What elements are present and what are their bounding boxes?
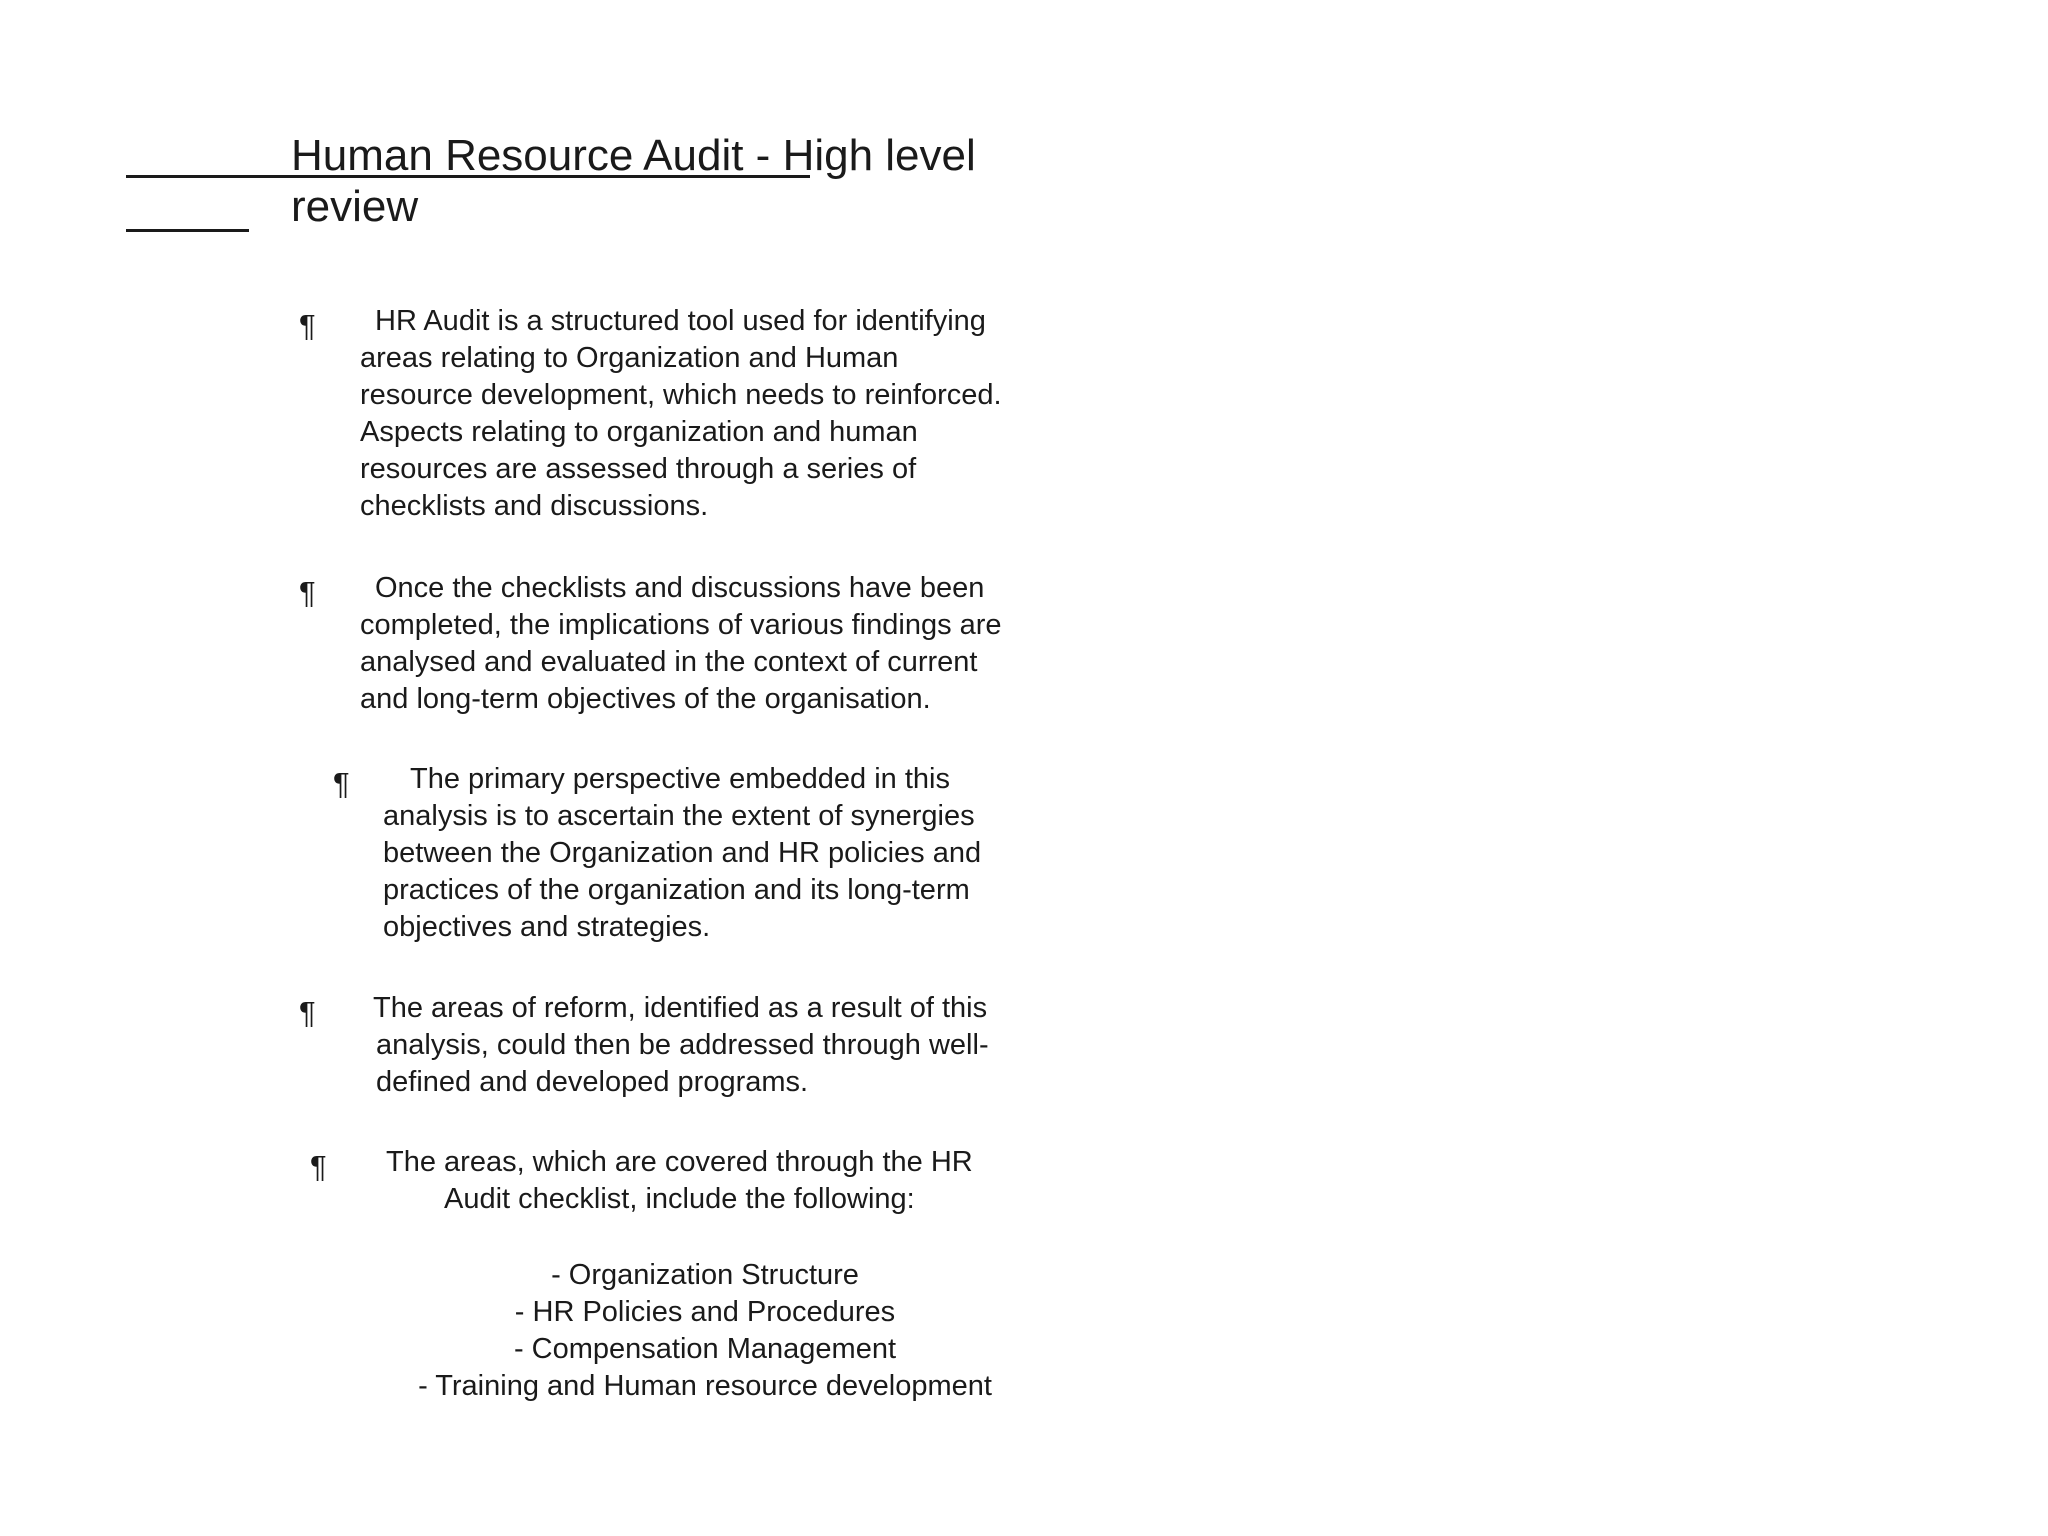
pilcrow-bullet-icon: ¶ bbox=[299, 308, 316, 343]
paragraph-covered-areas-intro bbox=[310, 1144, 980, 1218]
paragraph-line: defined and developed programs. bbox=[376, 1066, 809, 1098]
paragraph-line: The areas, which are covered through the HR bbox=[386, 1146, 973, 1178]
paragraph-primary-perspective bbox=[333, 761, 982, 946]
list-item: - HR Policies and Procedures bbox=[514, 1296, 896, 1328]
paragraph-line: checklists and discussions. bbox=[360, 490, 709, 522]
covered-areas-list bbox=[380, 1257, 1030, 1405]
list-item: - Organization Structure bbox=[551, 1259, 859, 1291]
paragraph-line: practices of the organization and its long-term bbox=[383, 874, 970, 906]
paragraph-line: The areas of reform, identified as a result of this bbox=[373, 992, 988, 1024]
paragraph-line: resources are assessed through a series of bbox=[360, 453, 917, 485]
paragraph-line: between the Organization and HR policies and bbox=[383, 837, 982, 869]
paragraph-line: areas relating to Organization and Human bbox=[360, 342, 899, 374]
document-title: Human Resource Audit - High level review bbox=[291, 131, 976, 231]
list-item: - Compensation Management bbox=[513, 1333, 897, 1365]
paragraph-line: objectives and strategies. bbox=[383, 911, 711, 943]
paragraph-line: Once the checklists and discussions have been bbox=[375, 572, 985, 604]
paragraph-line: HR Audit is a structured tool used for identifying bbox=[375, 305, 986, 337]
pilcrow-bullet-icon: ¶ bbox=[299, 995, 316, 1030]
list-item: - Training and Human resource development bbox=[418, 1370, 992, 1402]
paragraph-areas-of-reform bbox=[299, 990, 989, 1101]
paragraph-line: analysis is to ascertain the extent of synergies bbox=[383, 800, 975, 832]
paragraph-line: completed, the implications of various findings are bbox=[360, 609, 1002, 641]
paragraph-line: The primary perspective embedded in this bbox=[410, 763, 950, 795]
paragraph-line: resource development, which needs to reinforced. bbox=[360, 379, 1002, 411]
pilcrow-bullet-icon: ¶ bbox=[299, 575, 316, 610]
paragraph-line: Audit checklist, include the following: bbox=[444, 1183, 915, 1215]
paragraph-line: and long-term objectives of the organisation. bbox=[360, 683, 931, 715]
paragraph-line: analysed and evaluated in the context of current bbox=[360, 646, 978, 678]
pilcrow-bullet-icon: ¶ bbox=[310, 1149, 327, 1184]
paragraph-hr-audit-definition bbox=[299, 303, 1002, 525]
paragraph-findings-evaluation bbox=[299, 570, 1002, 718]
paragraph-line: Aspects relating to organization and human bbox=[360, 416, 918, 448]
title-rule-short bbox=[126, 229, 249, 232]
paragraph-line: analysis, could then be addressed through well- bbox=[376, 1029, 989, 1061]
pilcrow-bullet-icon: ¶ bbox=[333, 766, 350, 801]
